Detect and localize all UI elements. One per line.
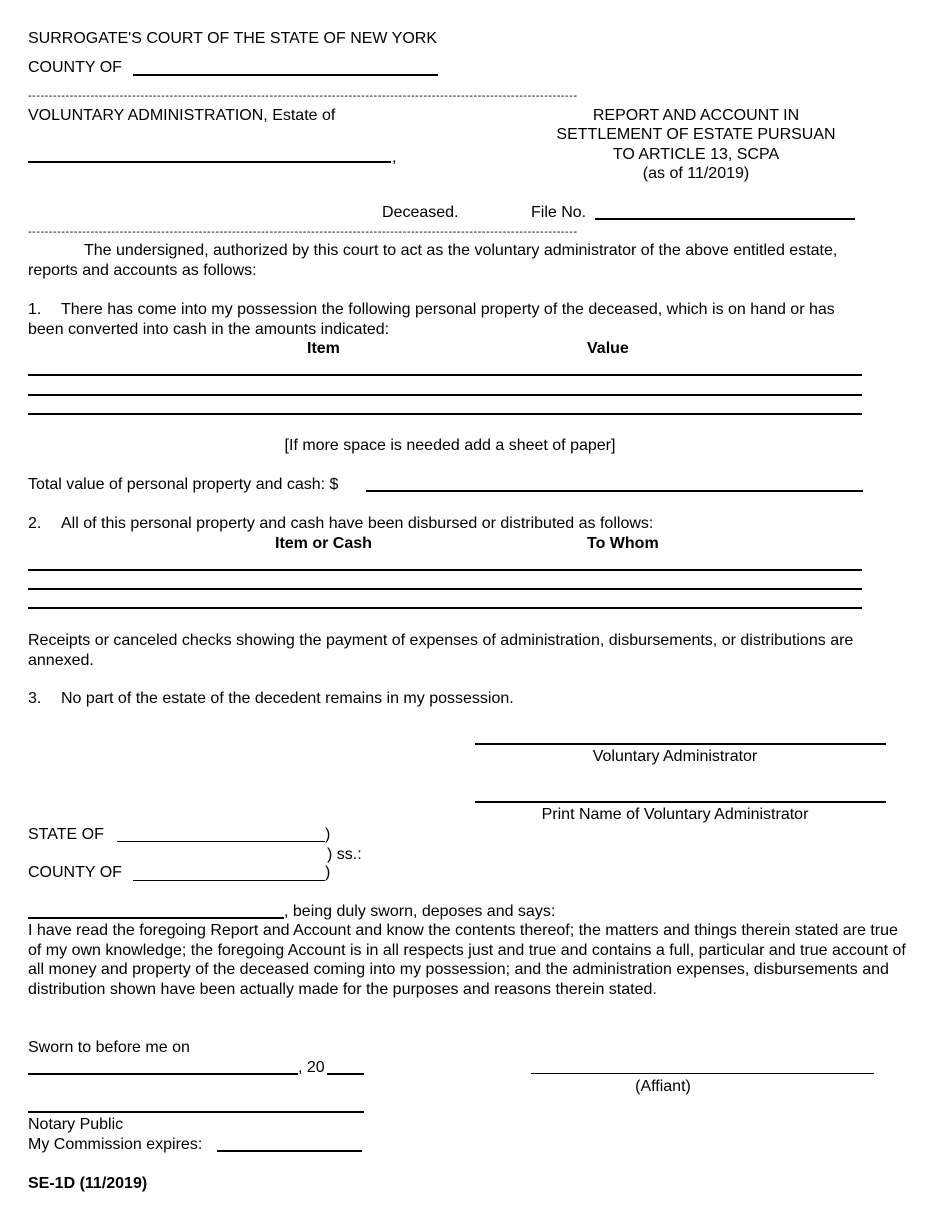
venue-county-field[interactable] — [133, 880, 325, 881]
property-row-1[interactable] — [28, 374, 862, 376]
county-paren: ) — [325, 864, 331, 881]
file-no-label: File No. — [531, 204, 587, 221]
title-line-4: (as of 11/2019) — [642, 165, 750, 182]
state-of-field[interactable] — [117, 841, 325, 842]
col-value-header: Value — [587, 340, 629, 357]
separator-bottom: ------------------------------------------------------------------------------------------------------------------------------------ — [28, 226, 578, 238]
commission-label: My Commission expires: — [28, 1136, 203, 1153]
county-field[interactable] — [133, 74, 438, 76]
col-to-whom-header: To Whom — [587, 535, 659, 552]
col-item-header: Item — [307, 340, 340, 357]
admin-signature-field[interactable] — [475, 743, 886, 745]
comma: , — [392, 149, 397, 166]
ss-label: ) ss.: — [327, 846, 362, 863]
sworn-before-label: Sworn to before me on — [28, 1039, 190, 1056]
title-line-2: SETTLEMENT OF ESTATE PURSUAN — [556, 126, 836, 143]
court-name: SURROGATE'S COURT OF THE STATE OF NEW YORK — [28, 30, 438, 47]
notary-signature-field[interactable] — [28, 1111, 364, 1113]
property-row-2[interactable] — [28, 394, 862, 396]
sworn-suffix: , being duly sworn, deposes and says: — [284, 903, 556, 920]
distribution-row-2[interactable] — [28, 588, 862, 590]
estate-label: VOLUNTARY ADMINISTRATION, Estate of — [28, 107, 336, 124]
title-line-3: TO ARTICLE 13, SCPA — [612, 146, 780, 163]
distribution-row-1[interactable] — [28, 569, 862, 571]
affiant-signature-field[interactable] — [531, 1073, 874, 1074]
total-value-label: Total value of personal property and cash: $ — [28, 476, 339, 493]
total-value-field[interactable] — [366, 490, 863, 492]
sworn-date-field[interactable] — [28, 1073, 298, 1075]
admin-print-name-field[interactable] — [475, 801, 886, 803]
admin-print-name-label: Print Name of Voluntary Administrator — [541, 806, 809, 823]
section-3-number: 3. — [28, 690, 42, 707]
section-3-text: No part of the estate of the decedent remains in my possession. — [61, 690, 514, 707]
oath-body: I have read the foregoing Report and Account and know the contents thereof; the matters and things therein stated are true of my own knowledge; the foregoing Account is in all respects just and true and contains a full, particular and true account of all money and property of the deceased coming into my possession; and the administration expenses, disbursements and distribution shown have been actually made for the purposes and reasons therein stated. — [28, 922, 906, 998]
separator-top: ------------------------------------------------------------------------------------------------------------------------------------ — [28, 90, 578, 102]
affiant-name-field[interactable] — [28, 917, 284, 919]
title-line-1: REPORT AND ACCOUNT IN — [592, 107, 800, 124]
form-id: SE-1D (11/2019) — [28, 1175, 148, 1192]
col-item-cash-header: Item or Cash — [275, 535, 372, 552]
deceased-label: Deceased. — [382, 204, 459, 221]
year-prefix: , 20 — [298, 1059, 325, 1076]
section-2-number: 2. — [28, 515, 42, 532]
distribution-row-3[interactable] — [28, 607, 862, 609]
state-of-label: STATE OF — [28, 826, 104, 843]
state-paren: ) — [325, 826, 331, 843]
section-1-number: 1. — [28, 301, 42, 318]
year-field[interactable] — [327, 1073, 364, 1075]
commission-expires-field[interactable] — [217, 1150, 362, 1152]
section-1-text: There has come into my possession the following personal property of the deceased, which is on hand or has been converted into cash in the amounts indicated: — [28, 301, 835, 338]
decedent-name-field[interactable] — [28, 161, 391, 163]
affiant-label: (Affiant) — [635, 1078, 691, 1095]
admin-signature-label: Voluntary Administrator — [592, 748, 758, 765]
intro-paragraph: The undersigned, authorized by this court to act as the voluntary administrator of the above entitled estate, reports and accounts as follows: — [28, 242, 838, 279]
receipts-paragraph: Receipts or canceled checks showing the payment of expenses of administration, disbursements, or distributions are annexed. — [28, 632, 854, 669]
notary-public-label: Notary Public — [28, 1116, 124, 1133]
county-label: COUNTY OF — [28, 59, 122, 76]
property-row-3[interactable] — [28, 413, 862, 415]
section-2-text: All of this personal property and cash have been disbursed or distributed as follows: — [61, 515, 654, 532]
more-space-note: [If more space is needed add a sheet of paper] — [284, 437, 616, 454]
file-no-field[interactable] — [595, 218, 855, 220]
venue-county-label: COUNTY OF — [28, 864, 122, 881]
